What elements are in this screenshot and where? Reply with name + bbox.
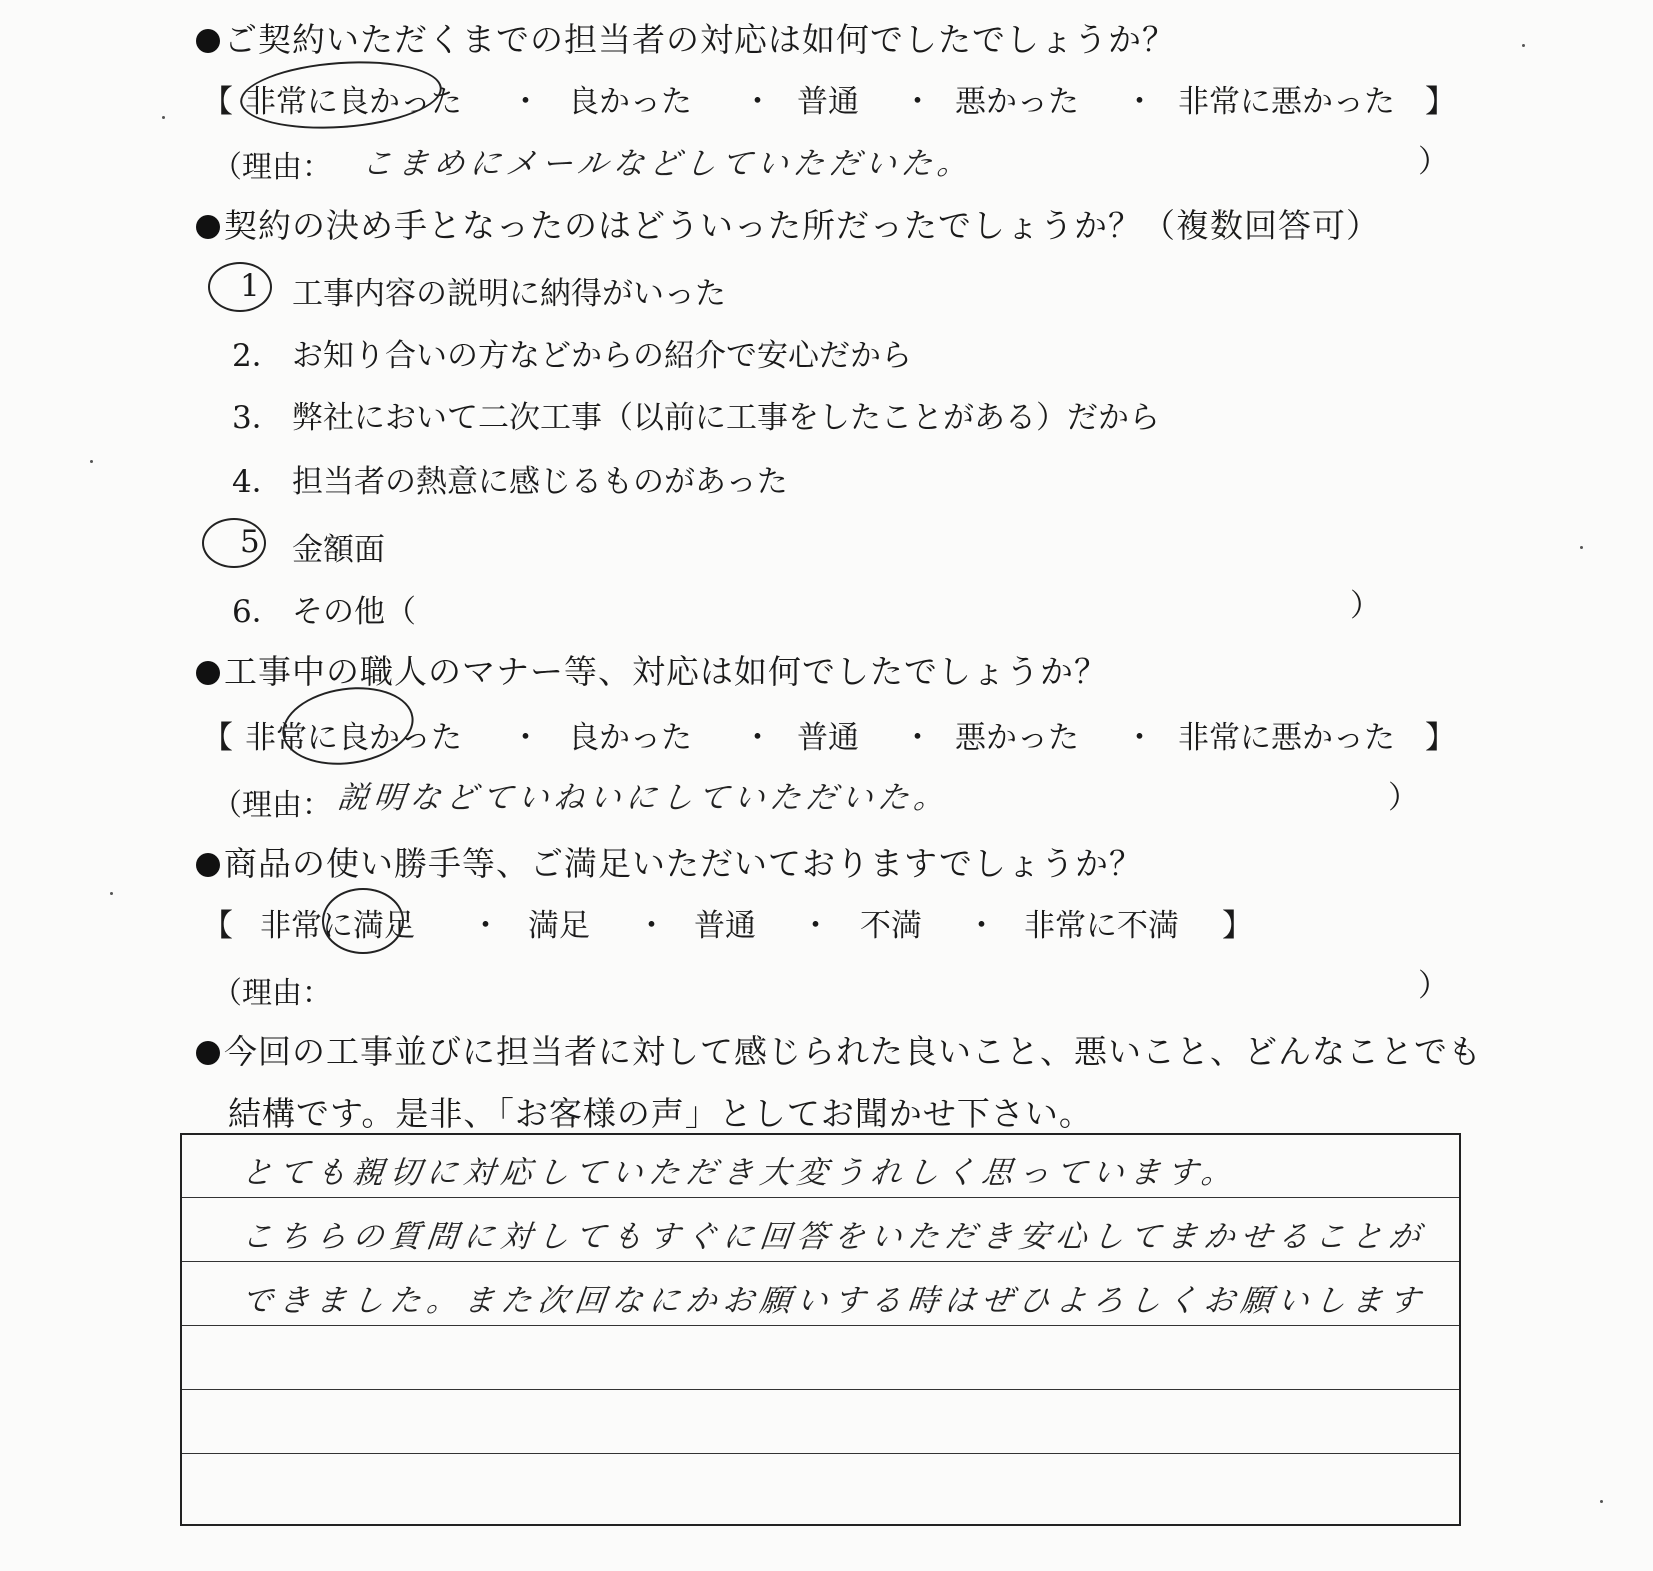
item-number: 4． [232, 464, 283, 500]
q1-option-normal[interactable]: 普通 [797, 84, 859, 120]
q1-option-very-bad[interactable]: 非常に悪かった [1178, 84, 1395, 120]
separator: ・ [742, 84, 773, 120]
paren-close: ） [1388, 780, 1419, 816]
q1-option-bad[interactable]: 悪かった [955, 84, 1079, 120]
separator: ・ [966, 908, 997, 944]
selection-circle [277, 679, 418, 773]
bullet-icon [196, 29, 220, 53]
scan-speck [90, 460, 93, 463]
scan-speck [1600, 1500, 1603, 1503]
bullet-icon [196, 661, 220, 685]
item-number: 5 [240, 524, 260, 560]
choice-6[interactable]: その他（ [292, 594, 416, 630]
selection-circle [322, 888, 404, 954]
comment-box[interactable] [180, 1133, 1461, 1526]
q1-reason-handwriting[interactable]: こまめにメールなどしていただいた。 [359, 146, 975, 182]
scan-speck [110, 892, 113, 895]
item-number: 2． [232, 338, 283, 374]
bracket-close: 】 [1222, 908, 1253, 944]
q4-option-satisfied[interactable]: 満足 [528, 908, 590, 944]
item-number: 6． [232, 594, 283, 630]
question-3: 工事中の職人のマナー等、対応は如何でしたでしょうか？ [196, 646, 1108, 693]
q1-option-good[interactable]: 良かった [568, 84, 692, 120]
separator: ・ [902, 84, 933, 120]
separator: ・ [510, 84, 541, 120]
separator: ・ [510, 720, 541, 756]
comment-line-3: できました。また次回なにかお願いする時はぜひよろしくお願いします [239, 1283, 1428, 1319]
bracket-open: 【 [202, 84, 233, 120]
bracket-close: 】 [1425, 84, 1456, 120]
q3-option-very-good[interactable]: 非常に良かった [245, 720, 462, 756]
selection-circle [202, 518, 266, 568]
q1-option-very-good[interactable]: 非常に良かった [245, 84, 462, 120]
q1-reason-label: （理由： [212, 150, 332, 185]
separator: ・ [902, 720, 933, 756]
question-2: 契約の決め手となったのはどういった所だったでしょうか？（複数回答可） [196, 200, 1380, 247]
q3-option-normal[interactable]: 普通 [797, 720, 859, 756]
q3-option-very-bad[interactable]: 非常に悪かった [1178, 720, 1395, 756]
item-number: 1 [240, 268, 260, 304]
separator: ・ [1124, 84, 1155, 120]
question-5: 今回の工事並びに担当者に対して感じられた良いこと、悪いこと、どんなことでも [196, 1026, 1482, 1073]
separator: ・ [800, 908, 831, 944]
separator: ・ [1124, 720, 1155, 756]
ruled-line [182, 1389, 1459, 1390]
choice-2[interactable]: お知り合いの方などからの紹介で安心だから [292, 338, 912, 374]
q4-option-dissatisfied[interactable]: 不満 [860, 908, 922, 944]
separator: ・ [742, 720, 773, 756]
paren-close: ） [1418, 968, 1449, 1004]
ruled-line [182, 1197, 1459, 1198]
comment-line-1: とても親切に対応していただき大変うれしく思っています。 [239, 1155, 1241, 1191]
paren-close: ） [1350, 588, 1381, 624]
choice-3[interactable]: 弊社において二次工事（以前に工事をしたことがある）だから [292, 400, 1160, 436]
scan-speck [1580, 546, 1583, 549]
question-1: ご契約いただくまでの担当者の対応は如何でしたでしょうか？ [196, 14, 1176, 61]
item-number: 3． [232, 400, 283, 436]
q4-option-very-dissatisfied[interactable]: 非常に不満 [1024, 908, 1179, 944]
ruled-line [182, 1325, 1459, 1326]
q3-option-bad[interactable]: 悪かった [955, 720, 1079, 756]
q3-option-good[interactable]: 良かった [568, 720, 692, 756]
ruled-line [182, 1261, 1459, 1262]
question-4: 商品の使い勝手等、ご満足いただいておりますでしょうか？ [196, 838, 1143, 885]
separator: ・ [636, 908, 667, 944]
selection-circle [208, 262, 272, 312]
bracket-open: 【 [202, 720, 233, 756]
selection-circle [238, 55, 444, 135]
bullet-icon [196, 853, 220, 877]
separator: ・ [470, 908, 501, 944]
q3-reason-label: （理由： [212, 788, 332, 823]
q4-option-normal[interactable]: 普通 [694, 908, 756, 944]
paren-close: ） [1418, 144, 1449, 180]
bullet-icon [196, 1041, 220, 1065]
q4-reason-label: （理由： [212, 976, 332, 1011]
ruled-line [182, 1453, 1459, 1454]
scan-speck [162, 116, 165, 119]
choice-5[interactable]: 金額面 [292, 532, 385, 568]
scan-speck [1522, 44, 1525, 47]
bullet-icon [196, 215, 220, 239]
q4-option-very-satisfied[interactable]: 非常に満足 [260, 908, 415, 944]
choice-4[interactable]: 担当者の熱意に感じるものがあった [292, 464, 788, 500]
bracket-open: 【 [202, 908, 233, 944]
question-5-line-2: 結構です。是非、「お客様の声」としてお聞かせ下さい。 [228, 1094, 1093, 1133]
bracket-close: 】 [1425, 720, 1456, 756]
comment-line-2: こちらの質問に対してもすぐに回答をいただき安心してまかせることが [239, 1219, 1428, 1255]
q3-reason-handwriting[interactable]: 説明などていねいにしていただいた。 [335, 780, 952, 816]
choice-1[interactable]: 工事内容の説明に納得がいった [292, 276, 726, 312]
